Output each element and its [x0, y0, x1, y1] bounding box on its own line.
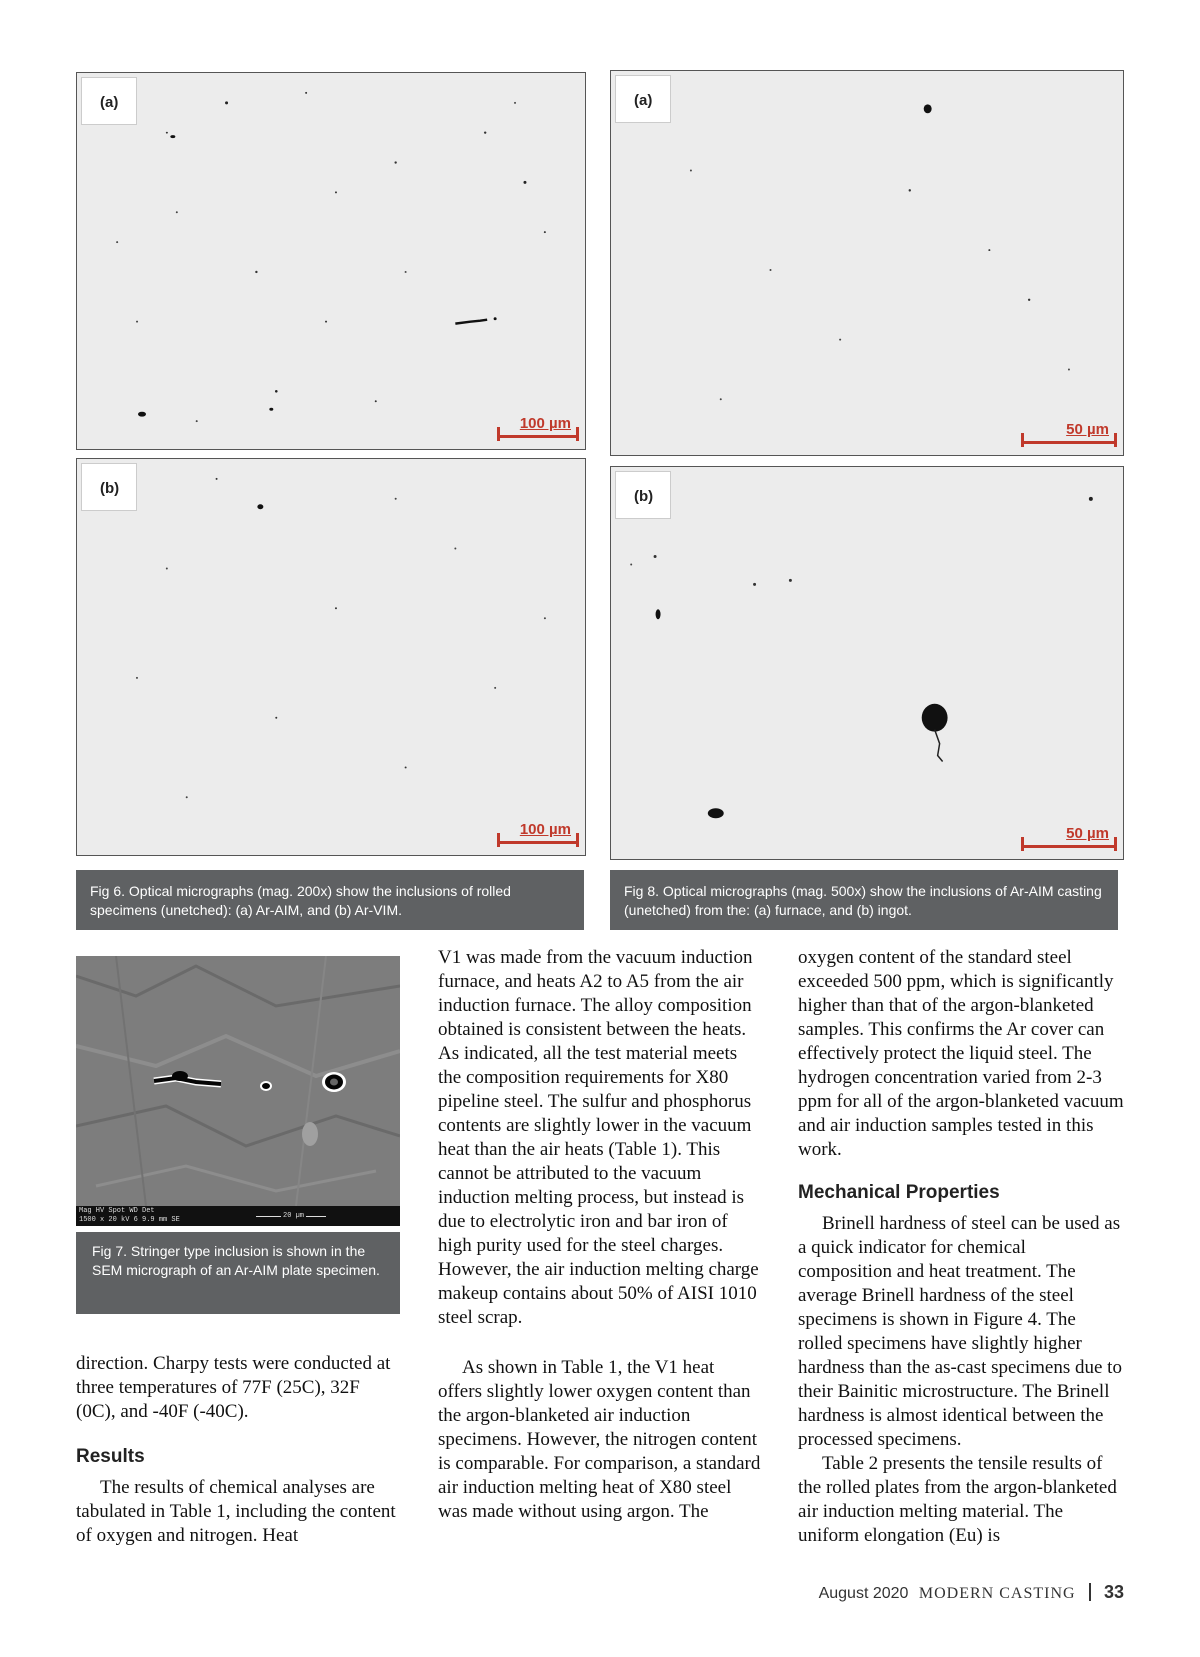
body-paragraph: The results of chemical analyses are tabulated in Table 1, including the content of oxygen and nitrogen. Heat: [76, 1477, 396, 1546]
inclusion-dots: [77, 459, 585, 855]
panel-label: (a): [81, 77, 137, 125]
section-heading-results: Results: [76, 1446, 145, 1467]
scale-bar-label: 100 µm: [519, 415, 571, 432]
fig6-caption: Fig 6. Optical micrographs (mag. 200x) show the inclusions of rolled specimens (unetched): (a) Ar-AIM, and (b) Ar-VIM.: [76, 870, 584, 930]
body-paragraph: direction. Charpy tests were conducted at three temperatures of 77F (25C), 32F (0C), and -40F (-40C).: [76, 1353, 391, 1422]
fig8-micrograph-a: [610, 70, 1124, 456]
inclusion-dots: [611, 467, 1123, 859]
fig8-caption: Fig 8. Optical micrographs (mag. 500x) show the inclusions of Ar-AIM casting (unetched) from the: (a) furnace, and (b) ingot.: [610, 870, 1118, 930]
panel-label: (b): [81, 463, 137, 511]
inclusion-dots: [611, 71, 1123, 455]
scale-bar-label: 50 µm: [1066, 825, 1109, 842]
fig6-micrograph-b: [76, 458, 586, 856]
sem-info-bar: [76, 1206, 400, 1226]
footer-magazine: MODERN CASTING: [918, 1585, 1076, 1602]
body-paragraph: oxygen content of the standard steel exceeded 500 ppm, which is significantly higher than that of the argon-blanketed samples. This confirms the Ar cover can effectively protect the liquid steel. The hydrogen concentration varied from 2-3 ppm for all of the argon-blanketed vacuum and air induction samples tested in this work.: [798, 947, 1124, 1160]
page-number: 33: [1103, 1582, 1124, 1602]
scale-bar: [497, 821, 579, 847]
fig7-caption: Fig 7. Stringer type inclusion is shown in the SEM micrograph of an Ar-AIM plate specimen.: [76, 1232, 400, 1314]
fig7-sem-micrograph: [76, 956, 400, 1226]
inclusion-dots: [77, 73, 585, 449]
scale-bar: [497, 415, 579, 441]
scale-bar: [1021, 825, 1117, 851]
body-paragraph: As shown in Table 1, the V1 heat offers slightly lower oxygen content than the argon-blanketed air induction specimens. However, the nitrogen content is comparable. For comparison, a standard air induction melting heat of X80 steel was made without using argon. The: [438, 1357, 761, 1522]
sem-values: 1500 x 20 kV 6 9.9 mm SE: [79, 1216, 180, 1224]
page-footer: [819, 1582, 1124, 1603]
panel-label: (b): [615, 471, 671, 519]
scale-bar-label: 100 µm: [519, 821, 571, 838]
sem-scale-label: 20 µm: [283, 1212, 305, 1220]
fig8-micrograph-b: [610, 466, 1124, 860]
body-paragraph: V1 was made from the vacuum induction furnace, and heats A2 to A5 from the air induction furnace. The alloy composition obtained is consistent between the heats. As indicated, all the test material meets the composition requirements for X80 pipeline steel. The sulfur and phosphorus contents are slightly lower in the vacuum heat than the air heats (Table 1). This cannot be attributed to the vacuum induction melting process, but instead is due to electrolytic iron and bar iron of high purity used for the steel charges. However, the air induction melting charge makeup contains about 50% of AISI 1010 steel scrap.: [438, 947, 759, 1328]
sem-header: Mag HV Spot WD Det: [79, 1207, 155, 1215]
scale-bar: [1021, 421, 1117, 447]
section-heading-mechanical-properties: Mechanical Properties: [798, 1182, 1000, 1203]
body-paragraph: Brinell hardness of steel can be used as a quick indicator for chemical composition and heat treatment. The average Brinell hardness of the steel specimens is shown in Figure 4. The rolled specimens have slightly higher hardness than the as-cast specimens due to their Bainitic microstructure. The Brinell hardness is almost identical between the processed specimens.: [798, 1213, 1122, 1450]
footer-date: August 2020: [818, 1585, 909, 1602]
fig6-micrograph-a: [76, 72, 586, 450]
footer-divider: [1089, 1583, 1091, 1601]
body-paragraph: Table 2 presents the tensile results of the rolled plates from the argon-blanketed air induction melting material. The uniform elongation (Eu) is: [798, 1453, 1117, 1546]
scale-bar-label: 50 µm: [1066, 421, 1109, 438]
sem-texture: [76, 956, 400, 1206]
panel-label: (a): [615, 75, 671, 123]
